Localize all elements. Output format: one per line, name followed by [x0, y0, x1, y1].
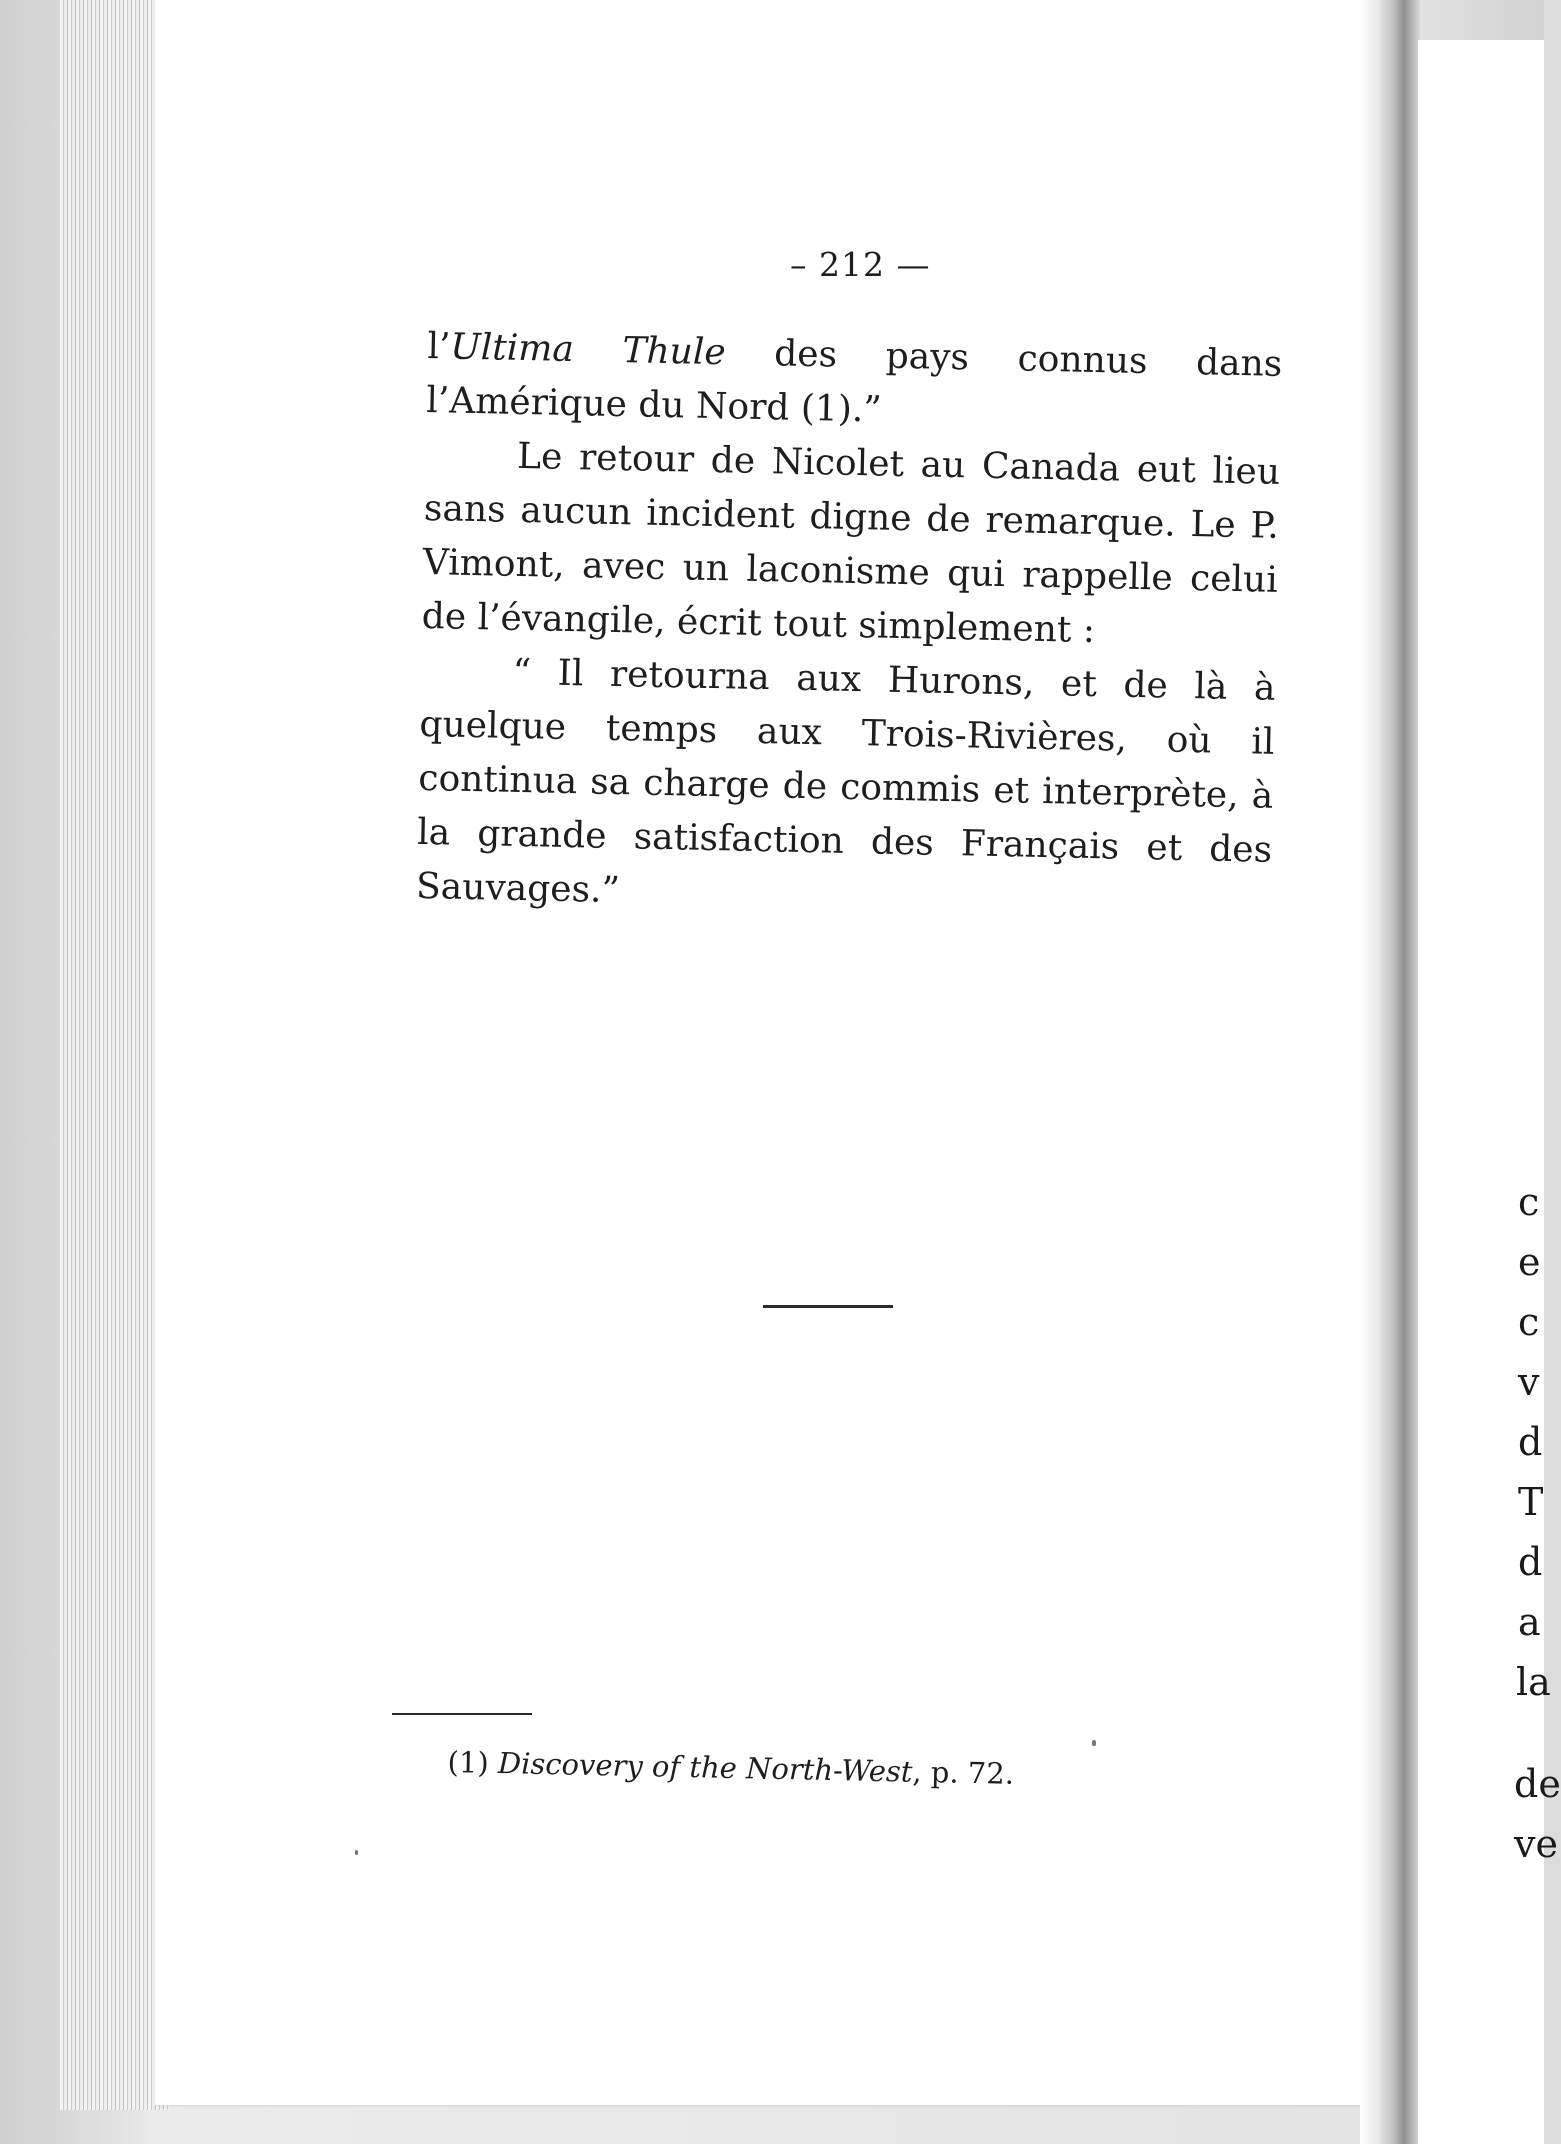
body-text — [416, 320, 1283, 932]
paragraph-3: “ Il retourna aux Hurons, et de là à quelque temps aux Trois-Rivières, où il continua sa charge de commis et interprète, à la grande satisfaction des Français et des Sauvages.” — [415, 651, 1276, 912]
paragraph-1-rest: des pays connus dans l’Amérique du Nord (1).” — [425, 332, 1283, 431]
section-divider — [763, 1305, 893, 1308]
book-gutter — [1360, 0, 1420, 2144]
facing-page-fragment: c — [1518, 1180, 1540, 1224]
page-number: – 212 — — [790, 245, 931, 284]
footnote-rule — [392, 1713, 532, 1715]
facing-page-fragment: a — [1518, 1600, 1541, 1644]
paper-speck — [355, 1850, 358, 1855]
facing-page-fragment: la — [1516, 1660, 1551, 1704]
footnote-page-ref: , p. 72. — [912, 1754, 1015, 1791]
facing-page-fragment: c — [1518, 1300, 1540, 1344]
paragraph-2: Le retour de Nicolet au Canada eut lieu sans aucun incident digne de remarque. Le P. Vimont, avec un laconisme qui rappelle celui de l’évangile, écrit tout simplement : — [421, 435, 1281, 652]
facing-page — [1418, 40, 1561, 2144]
facing-page-fragment: d — [1518, 1540, 1543, 1584]
facing-page-fragment: ve — [1514, 1822, 1558, 1866]
paragraph-1 — [426, 320, 1283, 446]
facing-page-fragment: d — [1518, 1420, 1543, 1464]
paper-speck — [1092, 1740, 1096, 1746]
footnote-title: Discovery of the North-West — [497, 1746, 913, 1789]
facing-page-fragment: e — [1518, 1240, 1541, 1284]
paragraph-1-lead: l’ — [427, 325, 451, 368]
facing-page-fragment: T — [1518, 1480, 1544, 1524]
footnote-marker: (1) — [447, 1745, 499, 1781]
left-page — [155, 0, 1385, 2105]
paragraph-1-italic: Ultima Thule — [449, 326, 727, 374]
page-edges — [60, 0, 170, 2110]
facing-page-fragment: v — [1518, 1360, 1540, 1404]
facing-page-fragment: de — [1514, 1762, 1561, 1806]
